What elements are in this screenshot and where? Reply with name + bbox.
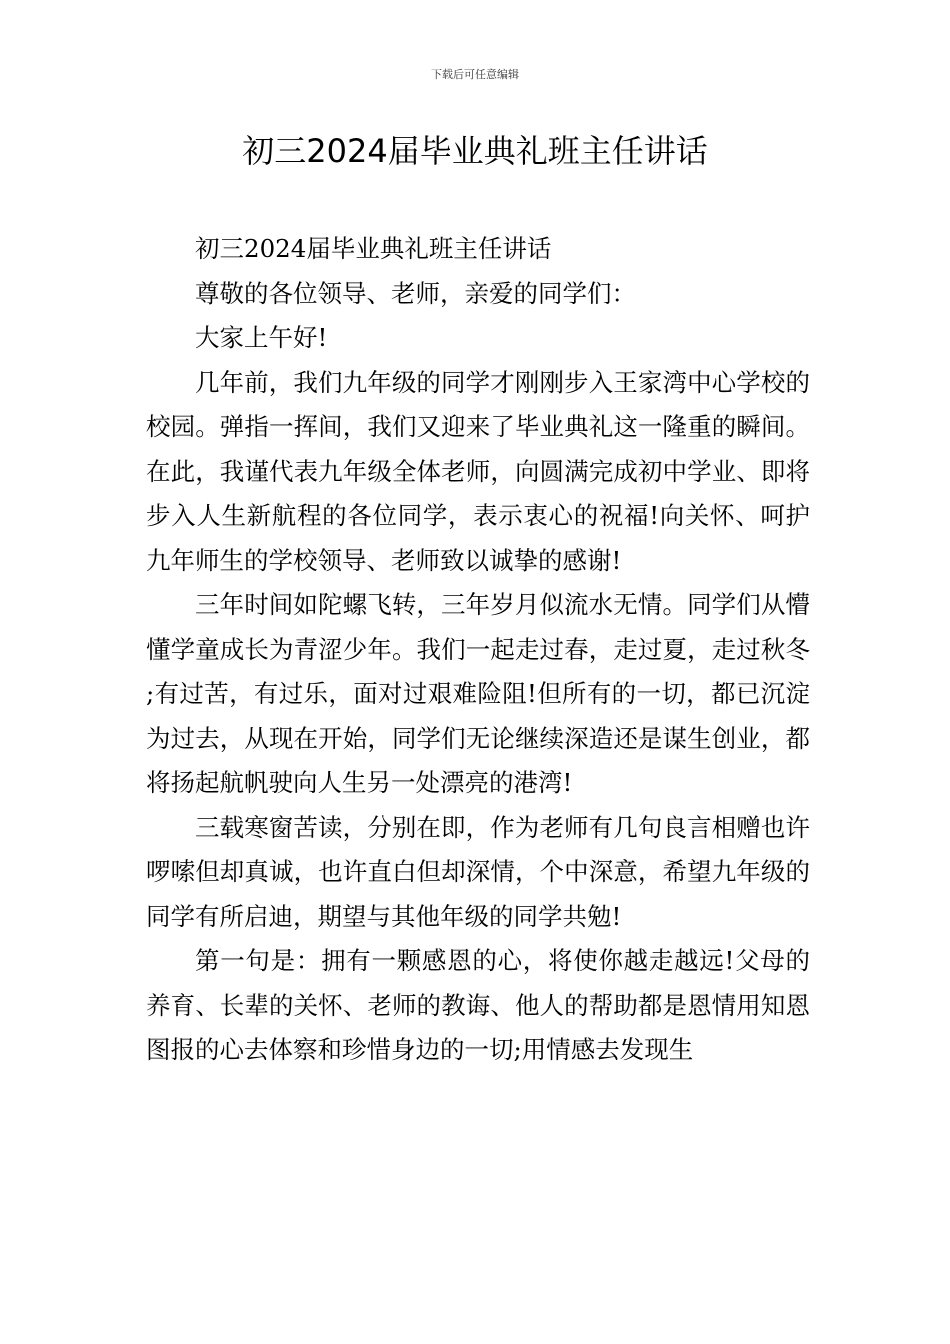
paragraph-opening: 几年前，我们九年级的同学才刚刚步入王家湾中心学校的校园。弹指一挥间，我们又迎来了毕业典礼这一隆重的瞬间。在此，我谨代表九年级全体老师，向圆满完成初中学业、即将步入人生新航程的各位同学，表示衷心的祝福!向关怀、呵护九年师生的学校领导、老师致以诚挚的感谢!: [146, 367, 810, 575]
paragraph-advice-intro: 三载寒窗苦读，分别在即，作为老师有几句良言相赠也许啰嗦但却真诚，也许直白但却深情，个中深意，希望九年级的同学有所启迪，期望与其他年级的同学共勉!: [146, 812, 810, 931]
paragraph-greeting: 大家上午好!: [195, 323, 328, 352]
document-title: 初三2024届毕业典礼班主任讲话: [242, 132, 708, 170]
paragraph-salutation: 尊敬的各位领导、老师，亲爱的同学们：: [195, 278, 636, 308]
page-header-note: 下载后可任意编辑: [431, 68, 519, 81]
document-body: [146, 227, 810, 1073]
paragraph-first-advice: 第一句是：拥有一颗感恩的心，将使你越走越远!父母的养育、长辈的关怀、老师的教诲、他人的帮助都是恩情用知恩图报的心去体察和珍惜身边的一切;用情感去发现生: [146, 946, 810, 1064]
paragraph-subtitle: 初三2024届毕业典礼班主任讲话: [195, 234, 552, 263]
paragraph-three-years: 三年时间如陀螺飞转，三年岁月似流水无情。同学们从懵懂学童成长为青涩少年。我们一起走过春，走过夏，走过秋冬;有过苦，有过乐，面对过艰难险阻!但所有的一切，都已沉淀为过去，从现在开始，同学们无论继续深造还是谋生创业，都将扬起航帆驶向人生另一处漂亮的港湾!: [146, 590, 810, 797]
